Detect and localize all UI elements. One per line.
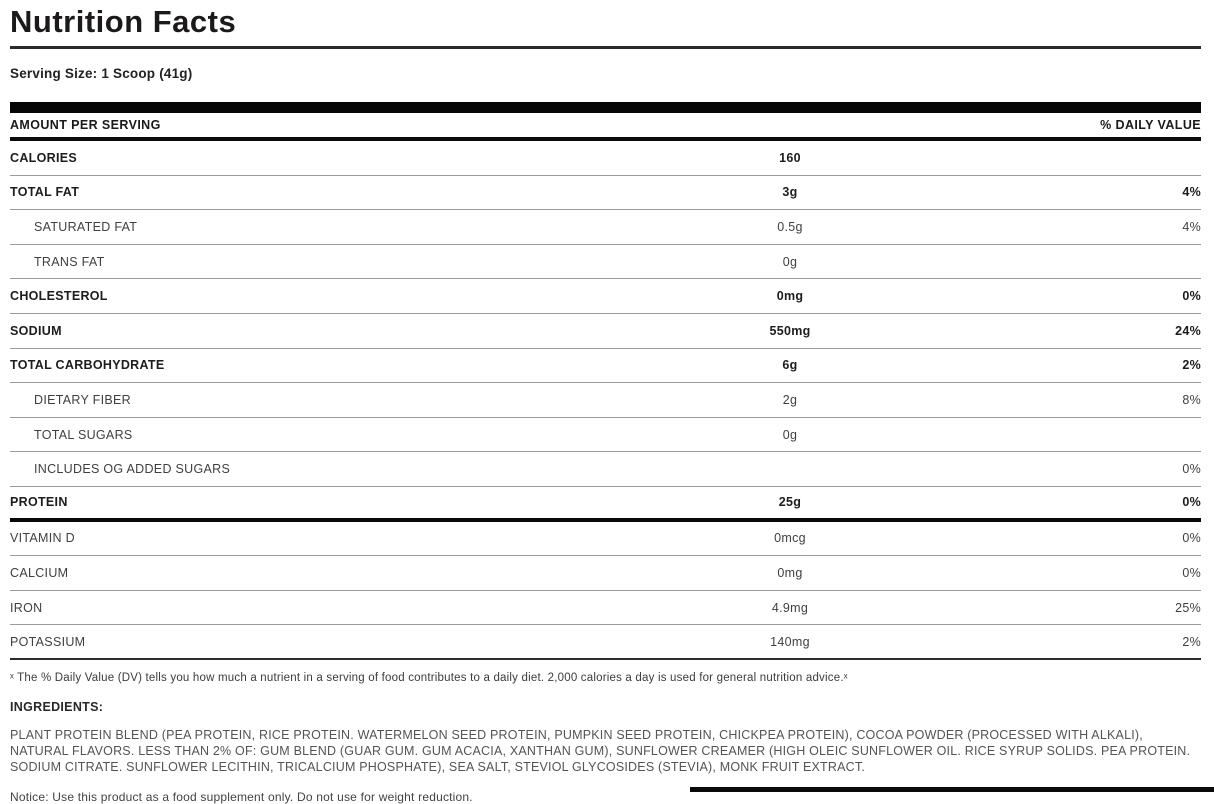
nutrient-row: [10, 383, 1201, 418]
nutrient-name: PROTEIN: [10, 495, 68, 510]
nutrient-amount: 0g: [782, 427, 798, 442]
nutrient-row: [10, 522, 1201, 557]
nutrient-name: IRON: [10, 600, 43, 615]
nutrient-daily-value: 24%: [1175, 323, 1201, 338]
nutrient-row: [10, 452, 1201, 487]
bottom-edge-bar: [690, 787, 1214, 792]
nutrient-daily-value: 4%: [1182, 185, 1201, 200]
section-divider-bar: [10, 102, 1201, 113]
nutrient-row: [10, 487, 1201, 522]
nutrient-row: [10, 279, 1201, 314]
nutrient-amount: 3g: [782, 185, 798, 200]
nutrient-row: [10, 245, 1201, 280]
nutrient-name: SATURATED FAT: [34, 219, 138, 234]
title-rule: [10, 46, 1201, 49]
nutrient-amount: 160: [779, 150, 801, 165]
nutrient-daily-value: 0%: [1182, 289, 1201, 304]
nutrient-row: [10, 210, 1201, 245]
nutrient-amount: 0mg: [776, 289, 804, 304]
ingredients-list: PLANT PROTEIN BLEND (PEA PROTEIN, RICE PROTEIN. WATERMELON SEED PROTEIN, PUMPKIN SEED PROTEIN, CHICKPEA PROTEIN), COCOA POWDER (PROCESSED WITH ALKALI), NATURAL FLAVORS. LESS THAN 2% OF: GUM BLEND (GUAR GUM. GUM ACACIA, XANTHAN GUM), SUNFLOWER CREAMER (HIGH OLEIC SUNFLOWER OIL. RICE SYRUP SOLIDS. PEA PROTEIN. SODIUM CITRATE. SUNFLOWER LECITHIN, TRICALCIUM PHOSPHATE), SEA SALT, STEVIOL GLYCOSIDES (STEVIA), MONK FRUIT EXTRACT.: [10, 727, 1191, 774]
serving-size: Serving Size: 1 Scoop (41g): [10, 66, 193, 81]
nutrient-daily-value: 8%: [1182, 392, 1201, 407]
nutrient-daily-value: 0%: [1182, 495, 1201, 510]
nutrient-row: [10, 314, 1201, 349]
nutrient-name: POTASSIUM: [10, 634, 86, 649]
ingredients-heading: INGREDIENTS:: [10, 699, 104, 714]
nutrient-row: [10, 591, 1201, 626]
nutrient-amount: 0mcg: [774, 531, 806, 546]
nutrient-name: SODIUM: [10, 323, 62, 338]
nutrient-amount: 2g: [782, 392, 798, 407]
nutrient-amount: 0g: [782, 254, 798, 269]
nutrient-amount: 4.9mg: [771, 600, 809, 615]
column-header-row: [10, 113, 1201, 141]
nutrient-name: INCLUDES OG ADDED SUGARS: [34, 462, 231, 477]
nutrient-table: [10, 141, 1201, 660]
nutrient-name: TOTAL FAT: [10, 185, 80, 200]
nutrient-name: DIETARY FIBER: [34, 392, 131, 407]
daily-value-footnote: ˣ The % Daily Value (DV) tells you how much a nutrient in a serving of food contributes to a daily diet. 2,000 calories a day is used for general nutrition advice.ˣ: [10, 671, 848, 684]
nutrient-row: [10, 625, 1201, 660]
nutrient-name: TOTAL SUGARS: [34, 427, 133, 442]
nutrient-row: [10, 556, 1201, 591]
nutrient-name: CALORIES: [10, 150, 77, 165]
nutrient-name: CALCIUM: [10, 565, 69, 580]
nutrient-row: [10, 176, 1201, 211]
nutrient-name: CHOLESTEROL: [10, 289, 108, 304]
nutrient-daily-value: 0%: [1182, 565, 1201, 580]
nutrient-daily-value: 25%: [1175, 600, 1201, 615]
nutrient-daily-value: 2%: [1182, 634, 1201, 649]
nutrient-amount: 25g: [778, 495, 802, 510]
nutrient-row: [10, 349, 1201, 384]
nutrient-daily-value: 4%: [1182, 219, 1201, 234]
nutrient-amount: 140mg: [770, 634, 810, 649]
nutrient-amount: 0mg: [777, 565, 803, 580]
nutrient-daily-value: 0%: [1182, 531, 1201, 546]
daily-value-header: % DAILY VALUE: [1100, 118, 1201, 132]
amount-per-serving-header: AMOUNT PER SERVING: [10, 118, 161, 132]
nutrient-daily-value: 2%: [1182, 358, 1201, 373]
nutrient-row: [10, 418, 1201, 453]
nutrient-name: TRANS FAT: [34, 254, 105, 269]
nutrient-row: [10, 141, 1201, 176]
nutrient-amount: 6g: [782, 358, 798, 373]
nutrient-amount: 550mg: [769, 323, 811, 338]
nutrient-name: VITAMIN D: [10, 531, 75, 546]
nutrient-name: TOTAL CARBOHYDRATE: [10, 358, 165, 373]
label-title: Nutrition Facts: [10, 4, 237, 39]
nutrient-amount: 0.5g: [777, 219, 803, 234]
supplement-notice: Notice: Use this product as a food supplement only. Do not use for weight reduction.: [10, 789, 473, 804]
nutrient-daily-value: 0%: [1182, 462, 1201, 477]
